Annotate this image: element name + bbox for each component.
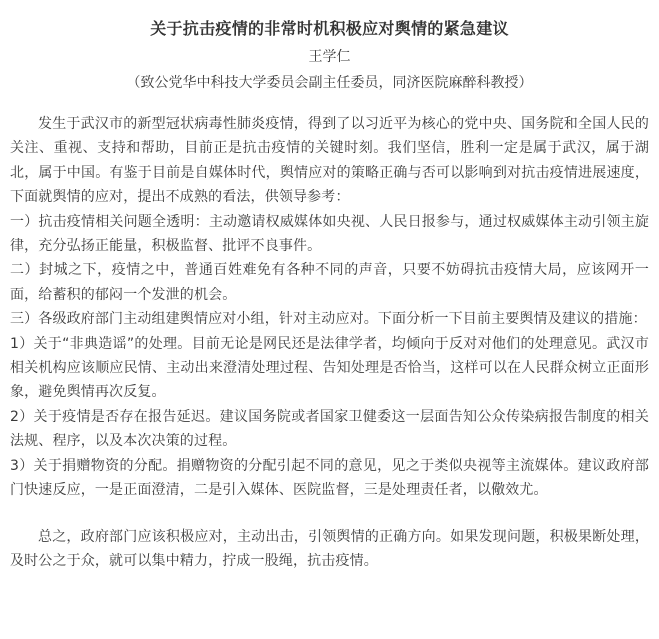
paragraph-conclusion: 总之，政府部门应该积极应对，主动出击，引领舆情的正确方向。如果发现问题，积极果断处理，及时公之于众，就可以集中精力，拧成一股绳，抗击疫情。: [10, 528, 649, 569]
paragraph-intro: 发生于武汉市的新型冠状病毒性肺炎疫情，得到了以习近平为核心的党中央、国务院和全国人民的关注、重视、支持和帮助，目前正是抗击疫情的关键时刻。我们坚信，胜利一定是属于武汉，属于湖北，属于中国。有鉴于目前是自媒体时代，舆情应对的策略正确与否可以影响到对抗击疫情进展速度，下面就舆情的应对，提出不成熟的看法，供领导参考：: [10, 116, 649, 206]
author-name: 王学仁: [308, 49, 351, 65]
paragraph-subpoint-3: 3）关于捐赠物资的分配。捐赠物资的分配引起不同的意见，见之于类似央视等主流媒体。建议政府部门快速反应，一是正面澄清，二是引入媒体、医院监督，三是处理责任者，以儆效尤。: [10, 457, 649, 499]
paragraph-point-3: 三）各级政府部门主动组建舆情应对小组，针对主动应对。下面分析一下目前主要舆情及建议的措施：: [10, 311, 647, 328]
paragraph-subpoint-1: 1）关于“非典造谣”的处理。目前无论是网民还是法律学者，均倾向于反对对他们的处理意见。武汉市相关机构应该顺应民情、主动出来澄清处理过程、告知处理是否恰当，这样可以在人民群众树立正面形象，避免舆情再次反复。: [10, 335, 649, 401]
document-body: [10, 112, 649, 573]
author-affiliation: （致公党华中科技大学委员会副主任委员，同济医院麻醉科教授）: [126, 75, 533, 91]
paragraph-subpoint-2: 2）关于疫情是否存在报告延迟。建议国务院或者国家卫健委这一层面告知公众传染病报告制度的相关法规、程序，以及本次决策的过程。: [10, 408, 649, 450]
paragraph-point-2: 二）封城之下，疫情之中，普通百姓难免有各种不同的声音，只要不妨碍抗击疫情大局，应该网开一面，给蓄积的郁闷一个发泄的机会。: [10, 262, 649, 303]
paragraph-point-1: 一）抗击疫情相关问题全透明：主动邀请权威媒体如央视、人民日报参与，通过权威媒体主动引领主旋律，充分弘扬正能量，积极监督、批评不良事件。: [10, 213, 649, 255]
document-title: 关于抗击疫情的非常时机积极应对舆情的紧急建议: [150, 19, 509, 38]
